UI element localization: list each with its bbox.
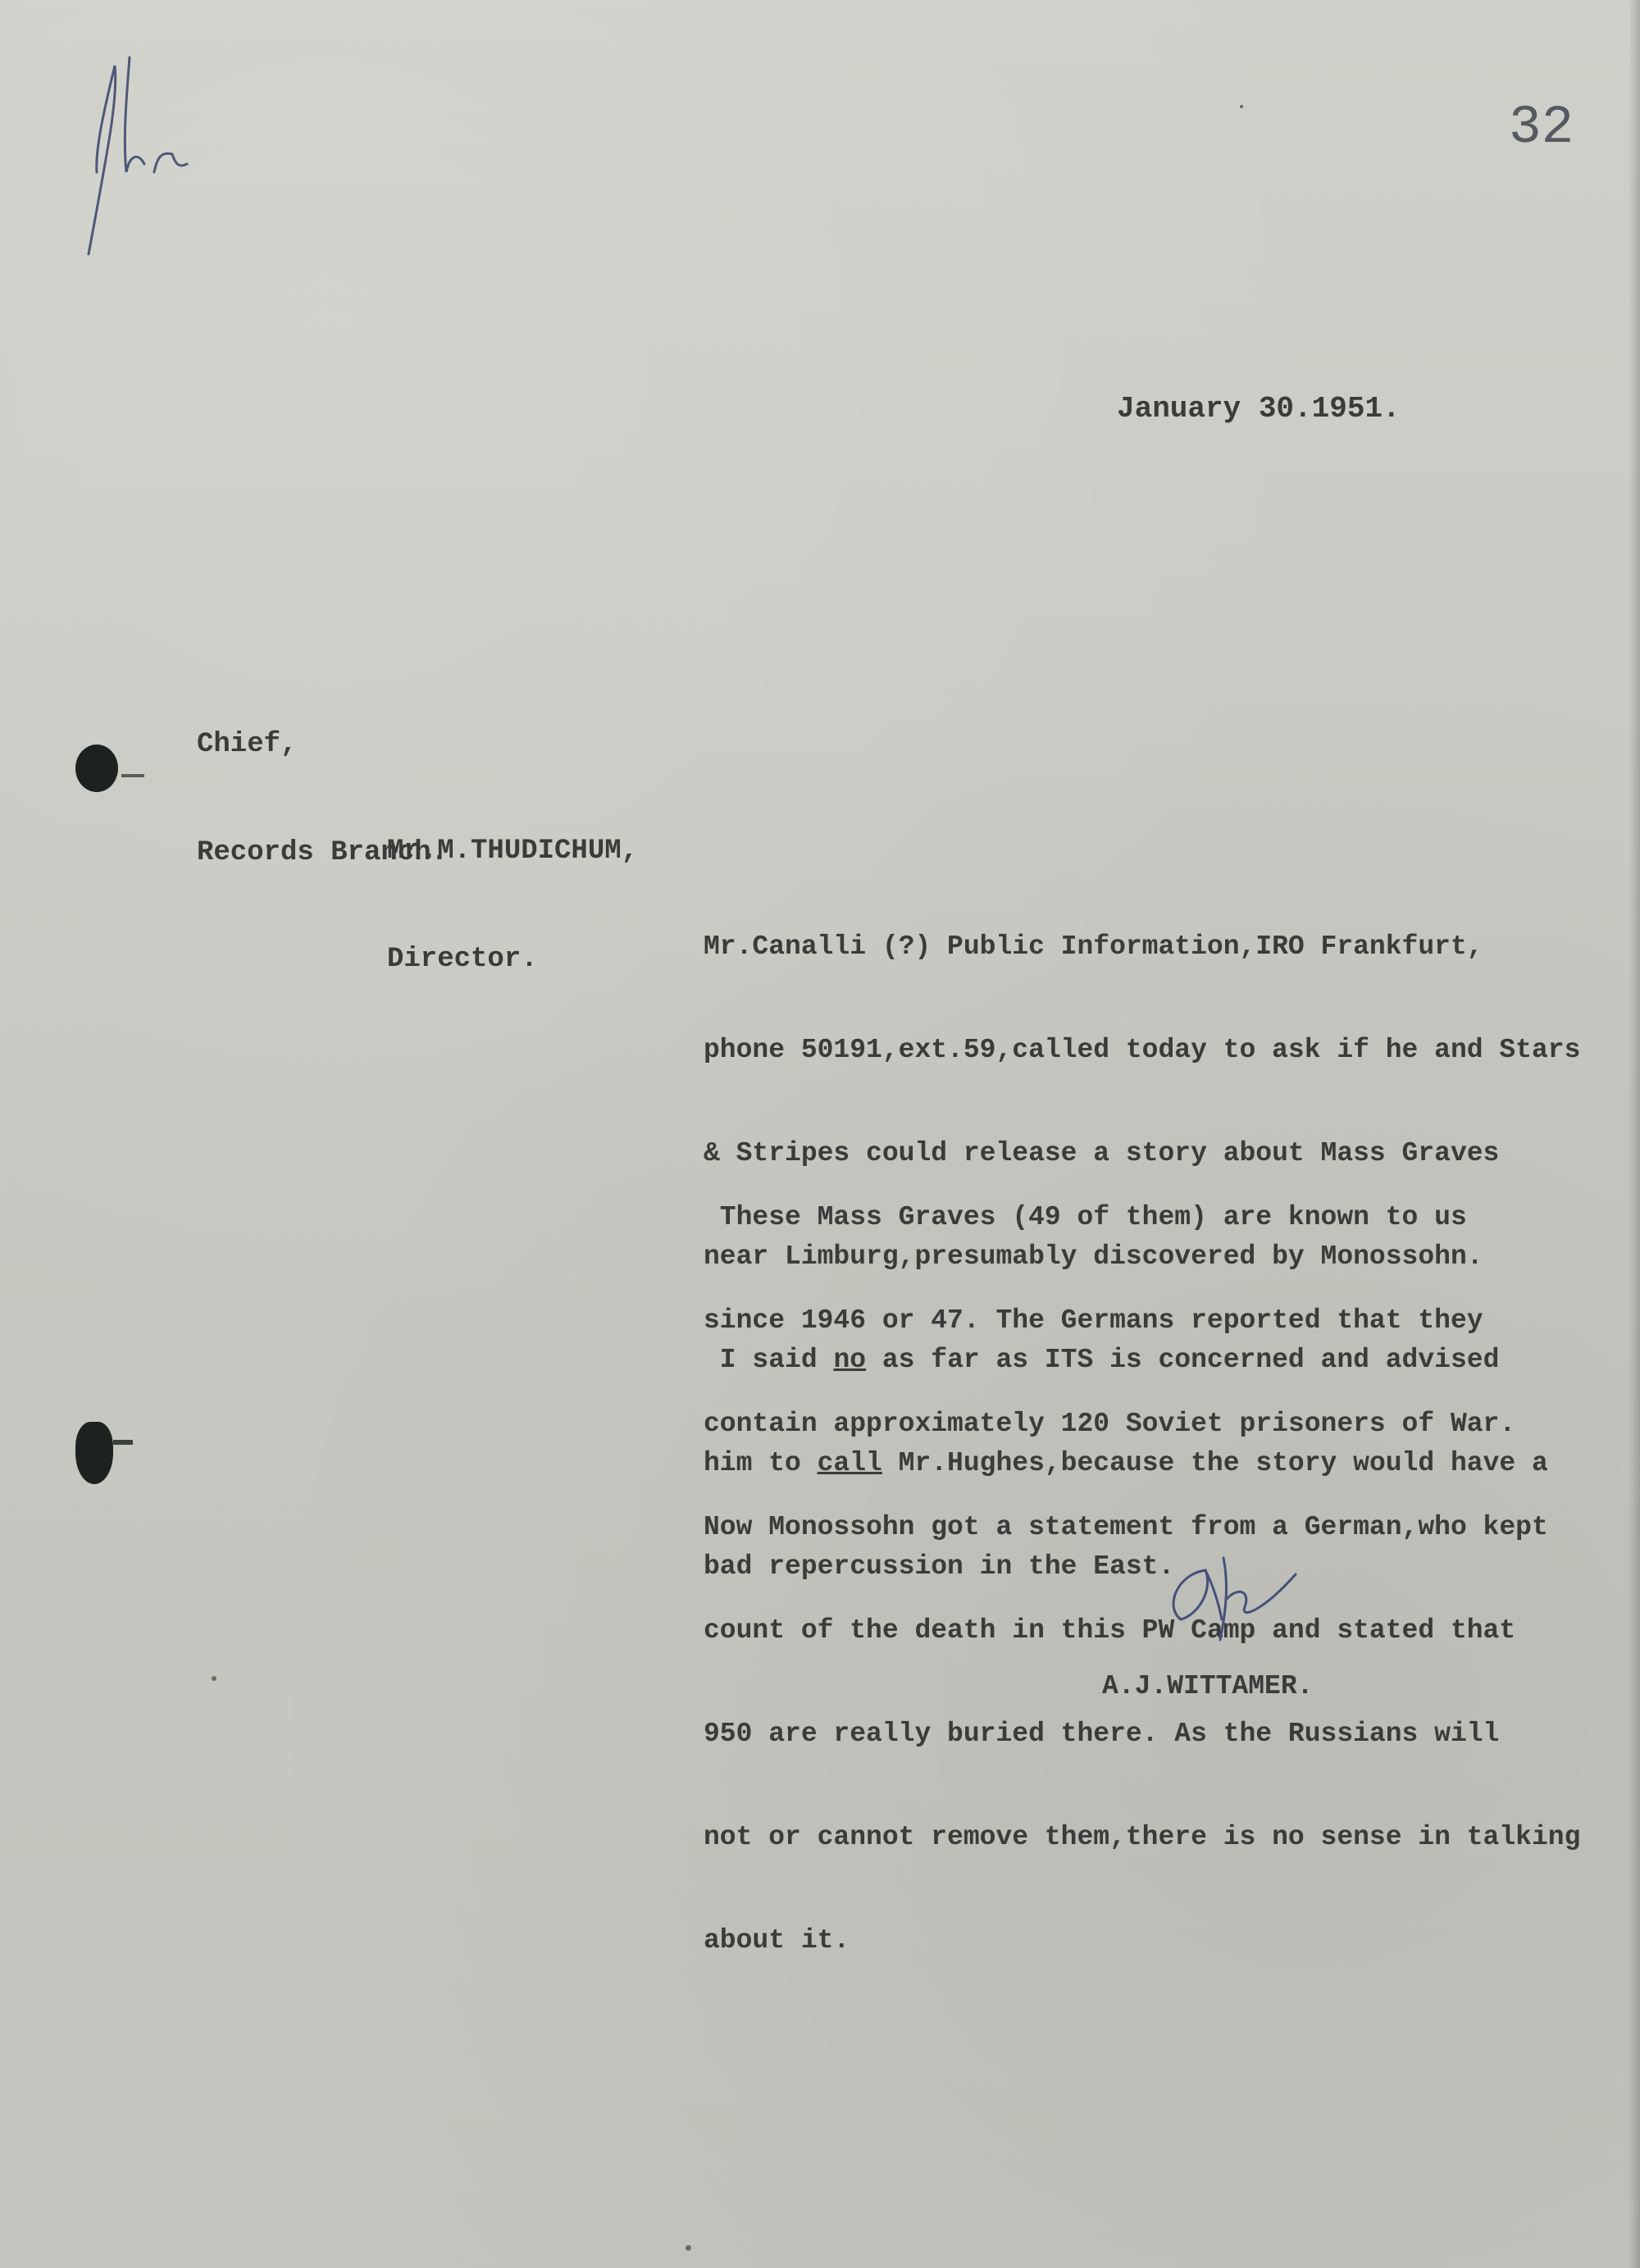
addressee-line: Records Branch.: [197, 837, 449, 868]
paper-speck: [1240, 105, 1243, 108]
body-line: Now Monossohn got a statement from a German,who kept: [704, 1512, 1548, 1542]
punch-hole: [75, 1422, 113, 1484]
body-text: Mr.Hughes,because the story would have a: [882, 1448, 1548, 1478]
body-line: since 1946 or 47. The Germans reported that they: [704, 1305, 1483, 1336]
body-paragraph: [704, 1132, 1580, 2027]
body-line: near Limburg,presumably discovered by Monossohn.: [704, 1241, 1483, 1272]
body-line: These Mass Graves (49 of them) are known to us: [704, 1202, 1467, 1232]
via-line: Mr.M.THUDICHUM,: [387, 836, 639, 867]
body-line: contain approximately 120 Soviet prisoners of War.: [704, 1409, 1516, 1439]
handwritten-initials: [72, 49, 203, 262]
body-line: count of the death in this PW Camp and stated that: [704, 1615, 1516, 1646]
body-line: about it.: [704, 1925, 850, 1956]
body-line: & Stripes could release a story about Mass Graves: [704, 1138, 1500, 1168]
body-text: I said: [704, 1345, 834, 1375]
body-line: phone 50191,ext.59,called today to ask if he and Stars: [704, 1035, 1581, 1065]
body-line: not or cannot remove them,there is no sense in talking: [704, 1822, 1581, 1852]
letter-date: January 30.1951.: [1117, 392, 1401, 426]
handwritten-signature: [1148, 1542, 1312, 1656]
signer-name: A.J.WITTAMER.: [1102, 1671, 1314, 1701]
paper-speck: [686, 2245, 691, 2251]
body-line: Mr.Canalli (?) Public Information,IRO Frankfurt,: [704, 931, 1483, 962]
paper-speck: [212, 1676, 216, 1681]
via-block: [387, 761, 638, 1050]
punch-hole: [75, 745, 118, 792]
underlined-word: call: [817, 1448, 882, 1478]
body-text: as far as ITS is concerned and advised: [866, 1345, 1500, 1375]
body-line: 950 are really buried there. As the Russians will: [704, 1719, 1500, 1749]
body-text: him to: [704, 1448, 818, 1478]
page-edge-shadow: [1629, 0, 1640, 2268]
underlined-word: no: [833, 1345, 867, 1375]
addressee-line: Chief,: [197, 729, 298, 760]
page-number: 32: [1509, 97, 1574, 158]
punch-hole-mark: [121, 774, 144, 777]
via-line: Director.: [387, 944, 538, 975]
body-line: bad repercussion in the East.: [704, 1551, 1175, 1582]
punch-hole-mark: [113, 1440, 133, 1445]
